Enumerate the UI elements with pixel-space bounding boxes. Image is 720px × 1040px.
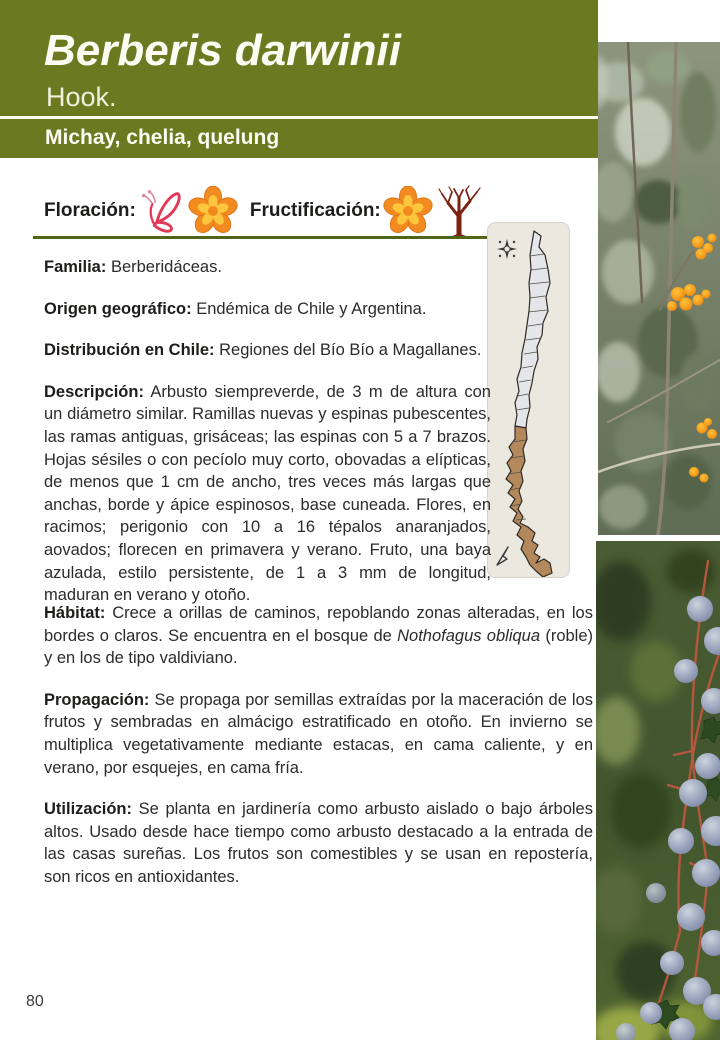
section-descripcion <box>44 381 491 607</box>
fruiting-label: Fructificación: <box>249 200 381 221</box>
map-south-arrow-icon <box>497 547 508 565</box>
page-number: 80 <box>26 993 44 1010</box>
flower-icon <box>382 186 434 236</box>
section-text: Se planta en jardinería como arbusto aislado o bajo árboles altos. Usado desde hace tiempo como arbusto destacado a la entrada de las casas sureñas. Los frutos son comestibles y se usan en repostería, son ricos en antioxidantes. <box>44 800 593 886</box>
section-text: Arbusto siempreverde, de 3 m de altura con un diámetro similar. Ramillas nuevas y espinas pubescentes, las ramas antiguas, grisáceas; las espinas con 5 a 7 brazos. Hojas sésiles o con pecíolo muy corto, obovadas a elípticas, de menos que 1 cm de ancho, tres veces más largas que anchas, borde y ápice espinosos, base cuneada. Flores, en racimos; perigonio con 10 a 16 tépalos anaranjados, aovados; florecen en primavera y verano. Fruto, una baya azulada, estilo persistente, de 1 a 3 mm de longitud, maduran en verano y otoño. <box>44 382 491 605</box>
butterfly-icon <box>137 188 185 234</box>
section-label: Familia: <box>44 258 107 276</box>
compass-icon <box>497 239 517 259</box>
chile-distribution-map <box>487 222 570 578</box>
section-distribucion <box>44 339 491 362</box>
section-text: Regiones del Bío Bío a Magallanes. <box>219 341 482 360</box>
section-origen <box>44 298 491 321</box>
map-north-regions <box>515 231 550 428</box>
section-label: Propagación: <box>44 690 150 709</box>
section-label: Descripción: <box>44 382 144 401</box>
flower-icon <box>187 186 239 236</box>
section-label: Origen geográfico: <box>44 299 192 318</box>
section-utilizacion <box>44 798 593 888</box>
flowering-shrub-photo <box>598 42 720 535</box>
section-label: Distribución en Chile: <box>44 341 215 360</box>
upper-text-column <box>44 256 491 626</box>
species-header <box>0 0 598 158</box>
map-highlight-regions <box>506 426 552 577</box>
species-name-italic: Nothofagus obliqua <box>397 626 541 645</box>
header-divider <box>0 116 598 119</box>
section-habitat <box>44 602 593 670</box>
section-text: Endémica de Chile y Argentina. <box>196 299 427 318</box>
blue-berries-photo <box>596 541 720 1040</box>
lower-text-column <box>44 602 593 908</box>
section-label: Hábitat: <box>44 604 106 622</box>
section-text: Se propaga por semillas extraídas por la maceración de los frutos y sembradas en almácigo estratificado en otoño. En invierno se multiplica vegetativamente mediante estacas, en cama caliente, y en verano, por esquejes, en cama fría. <box>44 690 593 777</box>
section-label: Utilización: <box>44 800 133 819</box>
phenology-row <box>44 186 483 236</box>
section-text: (roble) y en los de tipo valdiviano. <box>44 626 594 668</box>
common-names: Michay, chelia, quelung <box>45 126 280 149</box>
species-author: Hook. <box>46 82 117 112</box>
section-text: Berberidáceas. <box>110 258 222 276</box>
species-title: Berberis darwinii <box>44 26 402 75</box>
section-text: Crece a orillas de caminos, repoblando zonas alteradas, en los bordes o claros. Se encuentra en el bosque de <box>44 604 593 645</box>
bare-tree-icon <box>436 185 482 237</box>
flowering-label: Floración: <box>44 200 136 221</box>
section-propagacion <box>44 689 593 779</box>
phenology-divider <box>33 236 487 239</box>
section-familia <box>44 256 491 279</box>
